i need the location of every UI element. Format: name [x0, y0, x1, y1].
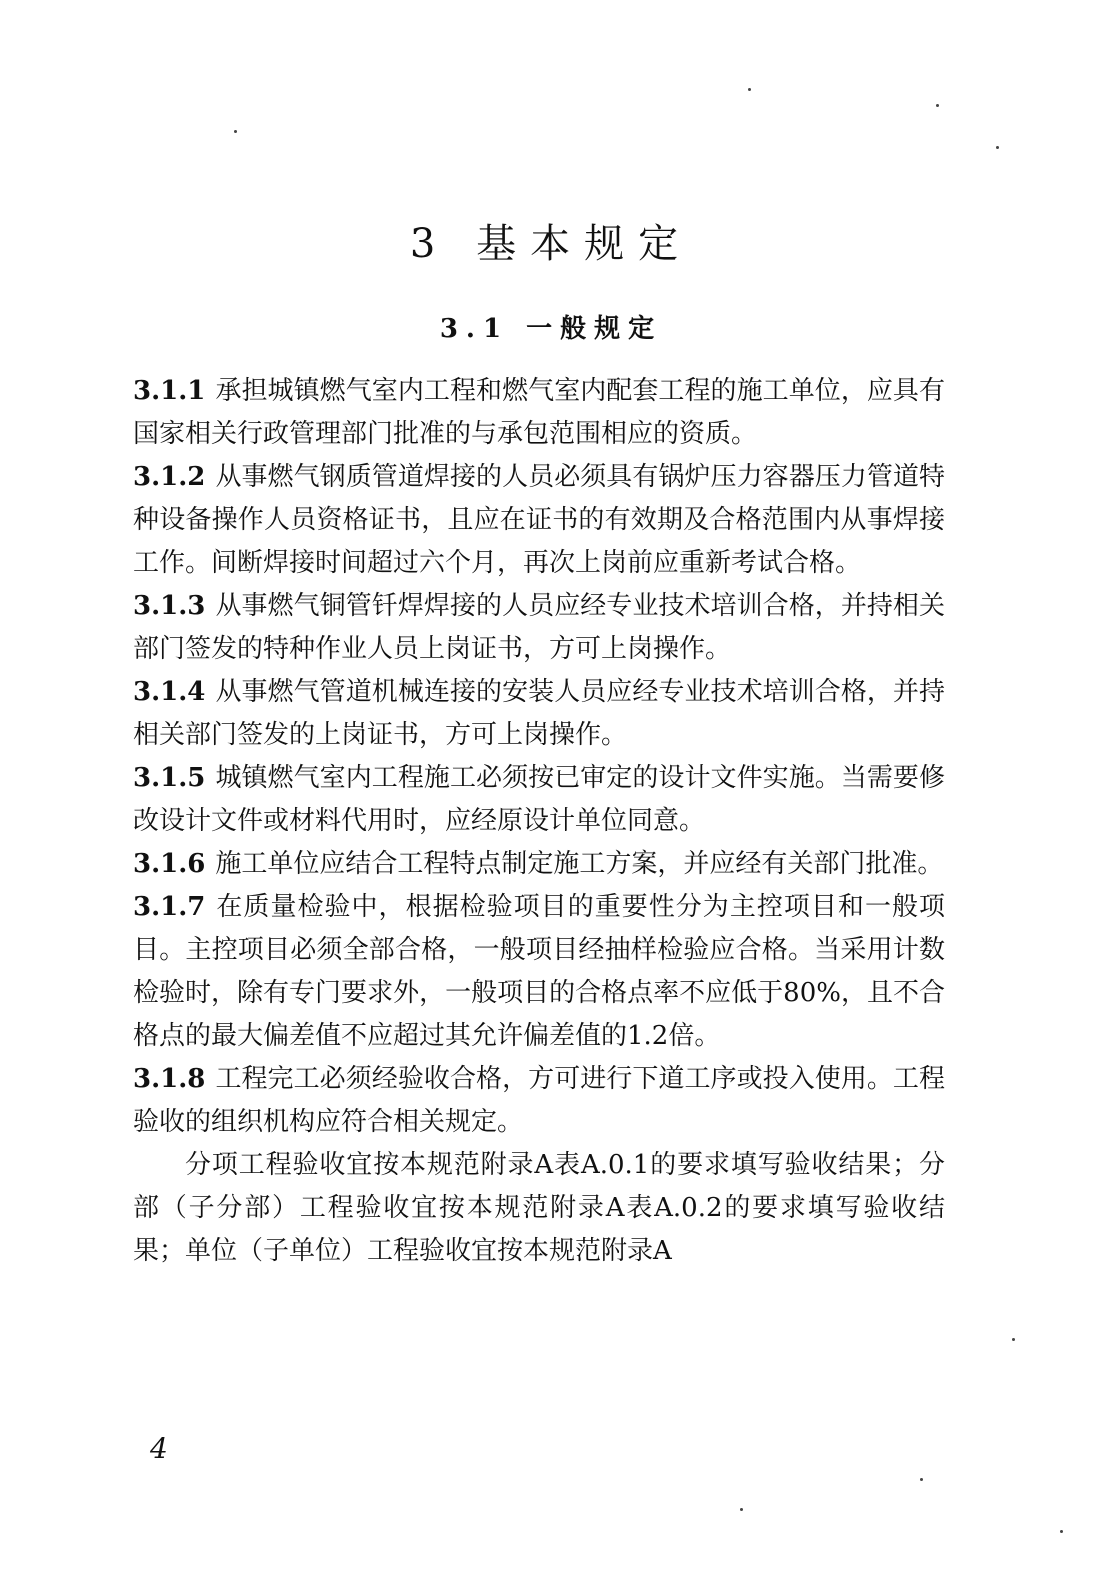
chapter-title: 基本规定 [476, 221, 693, 267]
section-number: 3.1 [439, 314, 510, 344]
clause-number: 3.1.2 [133, 462, 206, 492]
section-title: 一般规定 [526, 314, 663, 344]
clause-number: 3.1.8 [133, 1064, 206, 1094]
clause-3-1-4 [133, 671, 945, 757]
clause-text: 从事燃气钢质管道焊接的人员必须具有锅炉压力容器压力管道特种设备操作人员资格证书，且应在证书的有效期及合格范围内从事焊接工作。间断焊接时间超过六个月，再次上岗前应重新考试合格。 [133, 462, 945, 578]
clause-number: 3.1.5 [133, 763, 206, 793]
clause-3-1-6 [133, 843, 945, 886]
clause-text: 承担城镇燃气室内工程和燃气室内配套工程的施工单位，应具有国家相关行政管理部门批准的与承包范围相应的资质。 [133, 376, 945, 449]
clause-number: 3.1.4 [133, 677, 206, 707]
scan-speck [920, 1478, 923, 1481]
body-text [133, 370, 945, 1273]
chapter-heading [0, 212, 1102, 269]
section-heading [0, 308, 1102, 345]
clause-3-1-8 [133, 1058, 945, 1144]
clause-number: 3.1.1 [133, 376, 206, 406]
scan-speck [1060, 1530, 1063, 1533]
acceptance-paragraph: 分项工程验收宜按本规范附录A表A.0.1的要求填写验收结果；分部（子分部）工程验收宜按本规范附录A表A.0.2的要求填写验收结果；单位（子单位）工程验收宜按本规范附录A [133, 1150, 945, 1266]
clause-3-1-3 [133, 585, 945, 671]
clause-number: 3.1.3 [133, 591, 206, 621]
scan-speck [748, 88, 751, 91]
clause-text: 在质量检验中，根据检验项目的重要性分为主控项目和一般项目。主控项目必须全部合格，一般项目经抽样检验应合格。当采用计数检验时，除有专门要求外，一般项目的合格点率不应低于80%，且不合格点的最大偏差值不应超过其允许偏差值的1.2倍。 [133, 892, 945, 1051]
clause-text: 施工单位应结合工程特点制定施工方案，并应经有关部门批准。 [215, 849, 944, 879]
clause-3-1-5 [133, 757, 945, 843]
scan-speck [936, 104, 939, 107]
clause-3-1-1 [133, 370, 945, 456]
scan-speck [996, 146, 999, 149]
chapter-number: 3 [409, 221, 450, 267]
clause-3-1-7 [133, 886, 945, 1058]
clause-number: 3.1.6 [133, 849, 206, 879]
clause-number: 3.1.7 [133, 892, 206, 922]
clause-text: 从事燃气管道机械连接的安装人员应经专业技术培训合格，并持相关部门签发的上岗证书，方可上岗操作。 [133, 677, 945, 750]
clause-text: 从事燃气铜管钎焊焊接的人员应经专业技术培训合格，并持相关部门签发的特种作业人员上岗证书，方可上岗操作。 [133, 591, 945, 664]
scan-speck [234, 130, 237, 133]
clause-text: 城镇燃气室内工程施工必须按已审定的设计文件实施。当需要修改设计文件或材料代用时，应经原设计单位同意。 [133, 763, 945, 836]
clause-3-1-2 [133, 456, 945, 585]
scan-speck [740, 1508, 743, 1511]
scan-speck [1012, 1338, 1015, 1341]
clause-text: 工程完工必须经验收合格，方可进行下道工序或投入使用。工程验收的组织机构应符合相关规定。 [133, 1064, 945, 1137]
page-number: 4 [150, 1432, 168, 1465]
